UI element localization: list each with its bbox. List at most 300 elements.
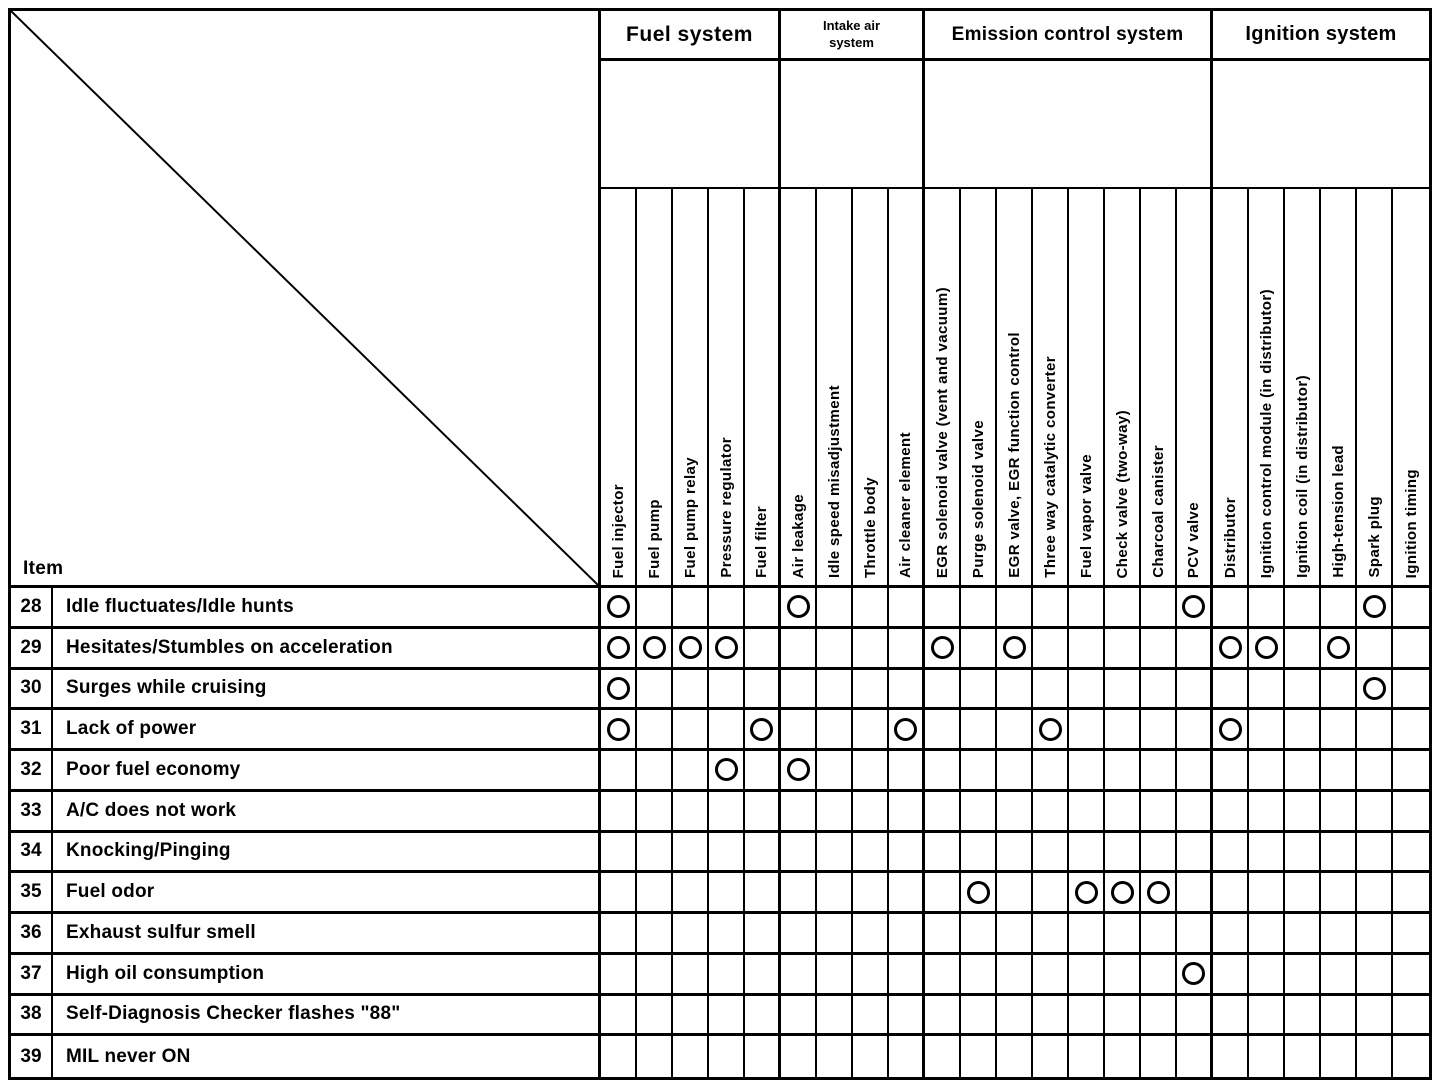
matrix-cell <box>997 914 1033 955</box>
matrix-cell <box>817 873 853 914</box>
matrix-cell <box>1141 833 1177 874</box>
matrix-cell <box>1357 1036 1393 1077</box>
matrix-cell <box>781 873 817 914</box>
matrix-cell <box>1213 914 1249 955</box>
column-header-label: Idle speed misadjustment <box>825 385 843 578</box>
group-header-fuel-system <box>601 11 781 61</box>
column-header-three-way-catalytic-converter <box>1033 189 1069 588</box>
matrix-cell <box>1285 873 1321 914</box>
group-header-label: Emission control system <box>951 23 1184 45</box>
matrix-cell <box>961 792 997 833</box>
matrix-cell <box>889 588 925 629</box>
column-header-fuel-pump <box>637 189 673 588</box>
matrix-cell <box>781 792 817 833</box>
matrix-cell <box>745 955 781 996</box>
matrix-cell <box>1105 996 1141 1037</box>
matrix-cell <box>1177 710 1213 751</box>
matrix-cell <box>961 751 997 792</box>
row-number: 39 <box>11 1036 53 1077</box>
matrix-cell <box>1249 629 1285 670</box>
matrix-cell <box>709 670 745 711</box>
column-header-label: High-tension lead <box>1329 445 1347 578</box>
matrix-cell <box>745 996 781 1037</box>
column-header-label: Air leakage <box>789 493 807 578</box>
matrix-cell <box>997 710 1033 751</box>
matrix-cell <box>1285 1036 1321 1077</box>
matrix-cell <box>1393 1036 1429 1077</box>
matrix-cell <box>1285 996 1321 1037</box>
column-header-charcoal-canister <box>1141 189 1177 588</box>
matrix-cell <box>1141 955 1177 996</box>
row-label: Self-Diagnosis Checker flashes "88" <box>53 996 601 1037</box>
row-label: Knocking/Pinging <box>53 833 601 874</box>
matrix-cell <box>673 751 709 792</box>
matrix-cell <box>997 629 1033 670</box>
row-label: A/C does not work <box>53 792 601 833</box>
matrix-cell <box>853 629 889 670</box>
matrix-cell <box>1321 833 1357 874</box>
matrix-cell <box>601 914 637 955</box>
matrix-cell <box>673 588 709 629</box>
column-header-check-valve-two-way <box>1105 189 1141 588</box>
matrix-cell <box>1177 833 1213 874</box>
matrix-cell <box>709 996 745 1037</box>
matrix-cell <box>997 670 1033 711</box>
group-header-ignition-system <box>1213 11 1429 61</box>
matrix-cell <box>1141 792 1177 833</box>
matrix-cell <box>709 629 745 670</box>
matrix-cell <box>1105 873 1141 914</box>
matrix-cell <box>601 710 637 751</box>
circle-mark <box>1219 718 1242 741</box>
matrix-cell <box>709 792 745 833</box>
row-number: 34 <box>11 833 53 874</box>
matrix-cell <box>601 955 637 996</box>
matrix-cell <box>1357 833 1393 874</box>
matrix-cell <box>925 1036 961 1077</box>
row-label: Hesitates/Stumbles on acceleration <box>53 629 601 670</box>
matrix-cell <box>817 1036 853 1077</box>
column-header-label: Fuel filter <box>753 506 770 578</box>
matrix-cell <box>637 833 673 874</box>
matrix-cell <box>1249 710 1285 751</box>
matrix-cell <box>1177 792 1213 833</box>
matrix-cell <box>637 955 673 996</box>
row-label: Fuel odor <box>53 873 601 914</box>
column-header-ignition-control-module-in-distributor <box>1249 189 1285 588</box>
matrix-cell <box>1033 955 1069 996</box>
row-number: 28 <box>11 588 53 629</box>
matrix-cell <box>889 710 925 751</box>
matrix-cell <box>1321 751 1357 792</box>
matrix-cell <box>1393 914 1429 955</box>
matrix-cell <box>853 751 889 792</box>
matrix-cell <box>817 996 853 1037</box>
matrix-cell <box>853 792 889 833</box>
group-header-intake-air-system <box>781 11 925 61</box>
matrix-cell <box>637 792 673 833</box>
column-header-air-leakage <box>781 189 817 588</box>
column-header-label: Fuel pump relay <box>681 456 699 578</box>
group-header-label: Intake air system <box>822 18 881 50</box>
matrix-cell <box>1141 710 1177 751</box>
matrix-cell <box>745 914 781 955</box>
matrix-cell <box>889 751 925 792</box>
matrix-cell <box>709 710 745 751</box>
matrix-cell <box>1069 833 1105 874</box>
matrix-cell <box>1177 914 1213 955</box>
matrix-cell <box>1285 588 1321 629</box>
column-header-fuel-pump-relay <box>673 189 709 588</box>
column-header-label: EGR valve, EGR function control <box>1005 332 1023 578</box>
matrix-cell <box>997 1036 1033 1077</box>
matrix-cell <box>1177 955 1213 996</box>
matrix-cell <box>745 873 781 914</box>
column-header-pressure-regulator <box>709 189 745 588</box>
matrix-cell <box>1069 670 1105 711</box>
matrix-cell <box>997 873 1033 914</box>
matrix-cell <box>961 833 997 874</box>
matrix-cell <box>997 588 1033 629</box>
matrix-cell <box>925 955 961 996</box>
matrix-cell <box>1141 670 1177 711</box>
matrix-cell <box>817 833 853 874</box>
matrix-cell <box>889 873 925 914</box>
row-label: Lack of power <box>53 710 601 751</box>
matrix-cell <box>1213 629 1249 670</box>
circle-mark <box>1255 636 1278 659</box>
row-label: Idle fluctuates/Idle hunts <box>53 588 601 629</box>
column-header-ignition-timing <box>1393 189 1429 588</box>
matrix-cell <box>1033 629 1069 670</box>
matrix-cell <box>1321 710 1357 751</box>
matrix-cell <box>1033 914 1069 955</box>
matrix-cell <box>673 1036 709 1077</box>
column-header-pcv-valve <box>1177 189 1213 588</box>
matrix-cell <box>1069 1036 1105 1077</box>
matrix-cell <box>781 670 817 711</box>
matrix-cell <box>1141 588 1177 629</box>
matrix-cell <box>853 588 889 629</box>
matrix-cell <box>1393 710 1429 751</box>
matrix-cell <box>1321 873 1357 914</box>
matrix-cell <box>925 996 961 1037</box>
matrix-cell <box>1321 792 1357 833</box>
column-header-label: Throttle body <box>861 476 879 578</box>
matrix-cell <box>673 833 709 874</box>
item-label: Item <box>23 558 64 579</box>
circle-mark <box>607 718 630 741</box>
matrix-cell <box>637 873 673 914</box>
matrix-cell <box>961 914 997 955</box>
matrix-cell <box>1141 873 1177 914</box>
column-header-egr-valve-egr-function-control <box>997 189 1033 588</box>
row-number: 35 <box>11 873 53 914</box>
matrix-cell <box>1141 914 1177 955</box>
circle-mark <box>967 881 990 904</box>
column-header-label: Fuel injector <box>609 483 627 578</box>
matrix-cell <box>1357 629 1393 670</box>
matrix-cell <box>853 873 889 914</box>
circle-mark <box>607 636 630 659</box>
matrix-cell <box>817 588 853 629</box>
matrix-cell <box>673 914 709 955</box>
matrix-cell <box>637 588 673 629</box>
circle-mark <box>1111 881 1134 904</box>
circle-mark <box>1039 718 1062 741</box>
row-number: 30 <box>11 670 53 711</box>
matrix-cell <box>1357 792 1393 833</box>
group-spacer <box>601 61 781 189</box>
matrix-cell <box>853 670 889 711</box>
column-header-label: Ignition timing <box>1402 468 1420 578</box>
matrix-cell <box>1177 873 1213 914</box>
matrix-cell <box>673 710 709 751</box>
matrix-cell <box>961 873 997 914</box>
matrix-cell <box>1249 914 1285 955</box>
matrix-cell <box>925 873 961 914</box>
matrix-cell <box>709 588 745 629</box>
matrix-cell <box>745 588 781 629</box>
matrix-cell <box>1177 670 1213 711</box>
matrix-cell <box>889 1036 925 1077</box>
row-number: 32 <box>11 751 53 792</box>
circle-mark <box>679 636 702 659</box>
troubleshooting-table <box>8 8 1432 1080</box>
circle-mark <box>1003 636 1026 659</box>
column-header-label: Charcoal canister <box>1149 445 1167 578</box>
matrix-cell <box>1213 996 1249 1037</box>
matrix-cell <box>1285 914 1321 955</box>
matrix-cell <box>1357 670 1393 711</box>
matrix-cell <box>709 955 745 996</box>
matrix-cell <box>1105 792 1141 833</box>
matrix-cell <box>781 833 817 874</box>
matrix-cell <box>1393 588 1429 629</box>
matrix-cell <box>1033 588 1069 629</box>
matrix-cell <box>601 792 637 833</box>
row-label: Exhaust sulfur smell <box>53 914 601 955</box>
matrix-cell <box>1141 751 1177 792</box>
matrix-cell <box>961 710 997 751</box>
matrix-cell <box>673 629 709 670</box>
matrix-cell <box>601 996 637 1037</box>
matrix-cell <box>925 629 961 670</box>
column-header-label: Pressure regulator <box>717 437 735 578</box>
circle-mark <box>607 677 630 700</box>
column-header-label: Distributor <box>1221 496 1239 578</box>
matrix-cell <box>1069 792 1105 833</box>
matrix-cell <box>745 670 781 711</box>
matrix-cell <box>745 792 781 833</box>
matrix-cell <box>853 1036 889 1077</box>
matrix-cell <box>889 914 925 955</box>
matrix-cell <box>1393 670 1429 711</box>
matrix-cell <box>925 792 961 833</box>
matrix-cell <box>1177 996 1213 1037</box>
matrix-cell <box>1069 996 1105 1037</box>
matrix-cell <box>817 914 853 955</box>
group-spacer <box>1213 61 1429 189</box>
row-number: 31 <box>11 710 53 751</box>
matrix-cell <box>1321 588 1357 629</box>
matrix-cell <box>673 873 709 914</box>
column-header-fuel-injector <box>601 189 637 588</box>
matrix-cell <box>1105 955 1141 996</box>
matrix-cell <box>1177 751 1213 792</box>
matrix-cell <box>1249 1036 1285 1077</box>
matrix-cell <box>1033 1036 1069 1077</box>
matrix-cell <box>1249 996 1285 1037</box>
matrix-cell <box>1213 751 1249 792</box>
column-header-spark-plug <box>1357 189 1393 588</box>
matrix-cell <box>1213 588 1249 629</box>
row-number: 29 <box>11 629 53 670</box>
matrix-cell <box>673 996 709 1037</box>
matrix-cell <box>1393 792 1429 833</box>
circle-mark <box>787 595 810 618</box>
matrix-cell <box>817 792 853 833</box>
matrix-cell <box>1321 629 1357 670</box>
matrix-cell <box>637 670 673 711</box>
matrix-cell <box>1033 670 1069 711</box>
matrix-cell <box>1285 833 1321 874</box>
matrix-cell <box>925 751 961 792</box>
matrix-cell <box>637 914 673 955</box>
matrix-cell <box>1285 955 1321 996</box>
matrix-cell <box>961 1036 997 1077</box>
matrix-cell <box>1393 955 1429 996</box>
column-header-label: Spark plug <box>1365 496 1383 578</box>
matrix-cell <box>1249 955 1285 996</box>
matrix-cell <box>889 629 925 670</box>
circle-mark <box>1182 595 1205 618</box>
matrix-cell <box>1141 629 1177 670</box>
matrix-cell <box>1393 629 1429 670</box>
matrix-cell <box>1069 914 1105 955</box>
matrix-cell <box>1033 751 1069 792</box>
matrix-cell <box>997 751 1033 792</box>
matrix-cell <box>1285 629 1321 670</box>
matrix-cell <box>961 588 997 629</box>
matrix-cell <box>601 629 637 670</box>
matrix-cell <box>1105 914 1141 955</box>
matrix-cell <box>1321 1036 1357 1077</box>
matrix-cell <box>709 914 745 955</box>
matrix-cell <box>781 914 817 955</box>
matrix-cell <box>1321 955 1357 996</box>
matrix-cell <box>709 873 745 914</box>
matrix-cell <box>1177 1036 1213 1077</box>
matrix-cell <box>889 996 925 1037</box>
matrix-cell <box>1249 588 1285 629</box>
matrix-cell <box>997 792 1033 833</box>
matrix-cell <box>1213 710 1249 751</box>
matrix-cell <box>1357 996 1393 1037</box>
circle-mark <box>787 758 810 781</box>
column-header-label: Fuel vapor valve <box>1077 454 1095 578</box>
group-spacer <box>781 61 925 189</box>
matrix-cell <box>997 833 1033 874</box>
matrix-cell <box>1357 710 1393 751</box>
group-header-label: Fuel system <box>626 22 753 46</box>
matrix-cell <box>1321 914 1357 955</box>
circle-mark <box>750 718 773 741</box>
matrix-cell <box>745 710 781 751</box>
circle-mark <box>1363 595 1386 618</box>
matrix-cell <box>1285 670 1321 711</box>
matrix-cell <box>1249 873 1285 914</box>
matrix-cell <box>601 670 637 711</box>
column-header-label: Purge solenoid valve <box>969 419 987 578</box>
matrix-cell <box>1249 751 1285 792</box>
matrix-cell <box>745 1036 781 1077</box>
row-label: High oil consumption <box>53 955 601 996</box>
matrix-cell <box>1141 996 1177 1037</box>
matrix-cell <box>817 751 853 792</box>
matrix-cell <box>781 751 817 792</box>
matrix-cell <box>1213 670 1249 711</box>
matrix-cell <box>961 996 997 1037</box>
column-header-label: PCV valve <box>1185 501 1202 578</box>
matrix-cell <box>1105 710 1141 751</box>
matrix-cell <box>997 996 1033 1037</box>
matrix-cell <box>1105 1036 1141 1077</box>
matrix-cell <box>601 1036 637 1077</box>
matrix-cell <box>1177 629 1213 670</box>
matrix-cell <box>817 955 853 996</box>
group-header-emission-control-system <box>925 11 1213 61</box>
circle-mark <box>1147 881 1170 904</box>
matrix-cell <box>745 751 781 792</box>
matrix-cell <box>1393 996 1429 1037</box>
circle-mark <box>1219 636 1242 659</box>
matrix-cell <box>1069 751 1105 792</box>
matrix-cell <box>961 670 997 711</box>
column-header-idle-speed-misadjustment <box>817 189 853 588</box>
row-number: 36 <box>11 914 53 955</box>
matrix-cell <box>1357 751 1393 792</box>
matrix-cell <box>781 1036 817 1077</box>
column-header-high-tension-lead <box>1321 189 1357 588</box>
matrix-cell <box>1033 833 1069 874</box>
circle-mark <box>1327 636 1350 659</box>
matrix-cell <box>925 833 961 874</box>
matrix-cell <box>637 629 673 670</box>
matrix-cell <box>781 629 817 670</box>
column-header-label: Check valve (two-way) <box>1113 409 1131 578</box>
matrix-cell <box>1213 792 1249 833</box>
matrix-cell <box>709 1036 745 1077</box>
matrix-cell <box>853 996 889 1037</box>
matrix-cell <box>1393 873 1429 914</box>
circle-mark <box>1075 881 1098 904</box>
matrix-cell <box>745 833 781 874</box>
matrix-cell <box>1177 588 1213 629</box>
row-number: 38 <box>11 996 53 1037</box>
matrix-cell <box>709 751 745 792</box>
row-label: Poor fuel economy <box>53 751 601 792</box>
circle-mark <box>1182 962 1205 985</box>
matrix-cell <box>1357 955 1393 996</box>
matrix-cell <box>889 833 925 874</box>
row-number: 33 <box>11 792 53 833</box>
column-header-air-cleaner-element <box>889 189 925 588</box>
matrix-cell <box>1321 670 1357 711</box>
matrix-cell <box>601 833 637 874</box>
matrix-cell <box>853 955 889 996</box>
matrix-cell <box>1357 588 1393 629</box>
